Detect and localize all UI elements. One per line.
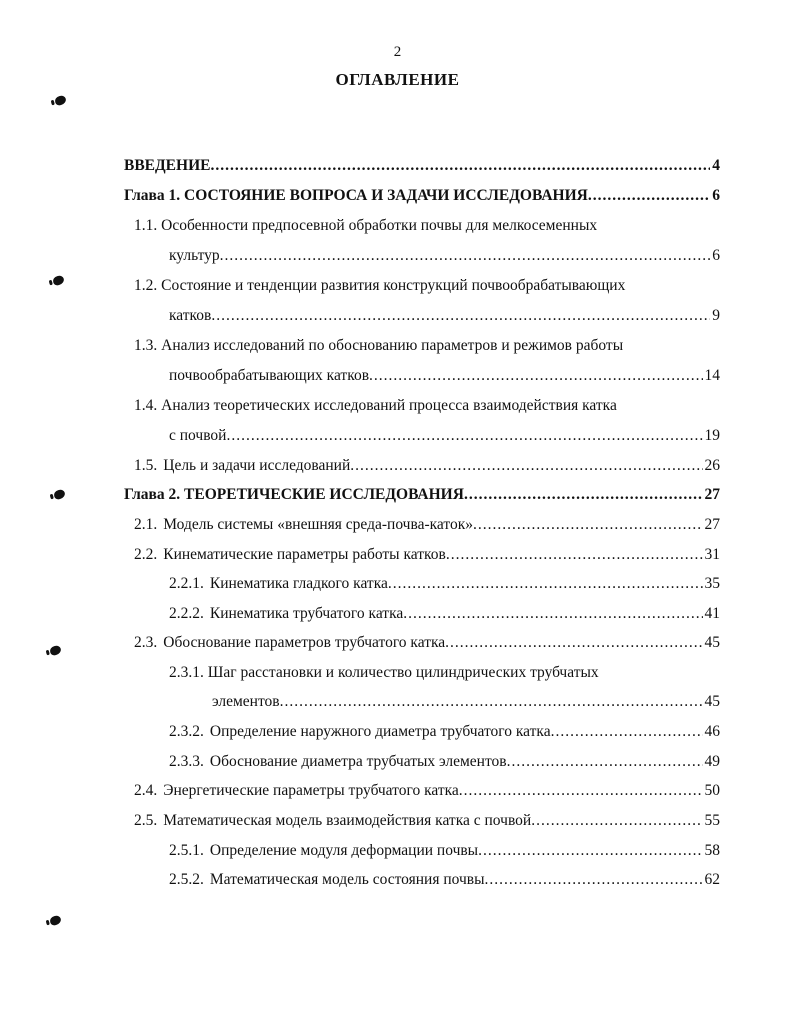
punch-hole-mark <box>49 645 62 657</box>
toc-title: Математическая модель взаимодействия катка с почвой <box>163 812 532 829</box>
dot-leader <box>210 156 710 176</box>
dot-leader <box>507 752 703 772</box>
toc-page: 46 <box>704 723 720 740</box>
toc-title: Определение наружного диаметра трубчатого катка <box>209 723 551 740</box>
toc-page: 26 <box>704 457 720 474</box>
toc-num: 2.3. <box>134 634 158 651</box>
dot-leader <box>459 781 703 801</box>
toc-entry-chapter-1[interactable] <box>124 186 720 206</box>
dot-leader <box>220 246 711 266</box>
toc-entry-2-3-2[interactable] <box>169 722 720 742</box>
toc-entry-1-1-line1[interactable] <box>134 216 597 236</box>
toc-page: 4 <box>712 157 720 174</box>
toc-title: Определение модуля деформации почвы <box>209 842 479 859</box>
toc-page: 27 <box>704 486 720 503</box>
toc-title: Кинематика трубчатого катка <box>209 605 404 622</box>
toc-title: Глава 2. ТЕОРЕТИЧЕСКИЕ ИССЛЕДОВАНИЯ <box>124 486 464 503</box>
toc-entry-2-3-1[interactable] <box>212 692 720 712</box>
toc-title-cont: культур <box>169 247 220 264</box>
dot-leader <box>446 545 703 565</box>
toc-page: 14 <box>704 367 720 384</box>
toc-title: Математическая модель состояния почвы <box>209 871 485 888</box>
toc-entry-1-4-line1[interactable] <box>134 396 617 416</box>
toc-title: ВВЕДЕНИЕ <box>124 157 211 174</box>
toc-num: 1.1. <box>134 217 158 234</box>
toc-num: 2.3.2. <box>169 723 204 740</box>
punch-hole-mark <box>54 95 67 107</box>
toc-title-cont: катков <box>169 307 212 324</box>
toc-num: 2.5.1. <box>169 842 204 859</box>
toc-entry-1-2-line1[interactable] <box>134 276 625 296</box>
toc-entry-1-3-line1[interactable] <box>134 336 623 356</box>
toc-entry-chapter-2[interactable] <box>124 485 720 505</box>
dot-leader <box>388 574 703 594</box>
toc-title: Цель и задачи исследований <box>163 457 351 474</box>
toc-page: 31 <box>704 546 720 563</box>
toc-page: 55 <box>704 812 720 829</box>
toc-entry-2-3-3[interactable] <box>169 752 720 772</box>
toc-num: 1.3. <box>134 337 158 354</box>
toc-entry-1-5[interactable] <box>134 456 720 476</box>
toc-title: Модель системы «внешняя среда-почва-каток» <box>163 516 474 533</box>
toc-title-cont: почвообрабатывающих катков <box>169 367 370 384</box>
dot-leader <box>226 426 702 446</box>
toc-title: Кинематика гладкого катка <box>209 575 388 592</box>
toc-entry-1-1[interactable] <box>169 246 720 266</box>
dot-leader <box>531 811 702 831</box>
toc-page: 50 <box>704 782 720 799</box>
toc-num: 2.4. <box>134 782 158 799</box>
toc-page: 62 <box>704 871 720 888</box>
toc-entry-1-4[interactable] <box>169 426 720 446</box>
dot-leader <box>464 485 703 505</box>
toc-page: 27 <box>704 516 720 533</box>
dot-leader <box>350 456 702 476</box>
dot-leader <box>369 366 702 386</box>
toc-num: 2.3.3. <box>169 753 204 770</box>
toc-title: Энергетические параметры трубчатого катка <box>163 782 459 799</box>
dot-leader <box>588 186 710 206</box>
toc-entry-2-2[interactable] <box>134 545 720 565</box>
toc-entry-1-3[interactable] <box>169 366 720 386</box>
toc-title: Анализ исследований по обоснованию параметров и режимов работы <box>161 337 624 354</box>
toc-page: 6 <box>712 187 720 204</box>
dot-leader <box>445 633 702 653</box>
page-title: ОГЛАВЛЕНИЕ <box>335 70 460 89</box>
toc-page: 41 <box>704 605 720 622</box>
dot-leader <box>403 604 702 624</box>
toc-num: 1.5. <box>134 457 158 474</box>
toc-title: Обоснование диаметра трубчатых элементов <box>209 753 507 770</box>
dot-leader <box>485 870 703 890</box>
toc-entry-2-3-1-line1[interactable] <box>169 663 599 683</box>
toc-page: 9 <box>712 307 720 324</box>
toc-entry-2-4[interactable] <box>134 781 720 801</box>
dot-leader <box>211 306 710 326</box>
toc-num: 2.2. <box>134 546 158 563</box>
toc-entry-2-5-2[interactable] <box>169 870 720 890</box>
toc-num: 2.2.2. <box>169 605 204 622</box>
toc-title-cont: с почвой <box>169 427 227 444</box>
toc-page: 6 <box>712 247 720 264</box>
toc-entry-2-5-1[interactable] <box>169 841 720 861</box>
toc-page: 45 <box>704 693 720 710</box>
toc-entry-1-2[interactable] <box>169 306 720 326</box>
toc-entry-intro[interactable] <box>124 156 720 176</box>
toc-title-cont: элементов <box>212 693 280 710</box>
toc-page: 58 <box>704 842 720 859</box>
punch-hole-mark <box>49 915 62 927</box>
toc-num: 1.4. <box>134 397 158 414</box>
toc-entry-2-3[interactable] <box>134 633 720 653</box>
toc-num: 2.5.2. <box>169 871 204 888</box>
dot-leader <box>473 515 702 535</box>
toc-title: Анализ теоретических исследований процесса взаимодействия катка <box>161 397 617 414</box>
toc-title: Особенности предпосевной обработки почвы для мелкосеменных <box>161 217 598 234</box>
toc-title: Кинематические параметры работы катков <box>163 546 446 563</box>
toc-num: 2.2.1. <box>169 575 204 592</box>
dot-leader <box>280 692 703 712</box>
toc-title: Шаг расстановки и количество цилиндрических трубчатых <box>207 664 599 681</box>
toc-num: 2.1. <box>134 516 158 533</box>
toc-entry-2-2-1[interactable] <box>169 574 720 594</box>
toc-title: Состояние и тенденции развития конструкций почвообрабатывающих <box>161 277 626 294</box>
punch-hole-mark <box>52 275 65 287</box>
toc-num: 2.3.1. <box>169 664 204 681</box>
toc-num: 2.5. <box>134 812 158 829</box>
toc-entry-2-1[interactable] <box>134 515 720 535</box>
toc-entry-2-5[interactable] <box>134 811 720 831</box>
toc-page: 45 <box>704 634 720 651</box>
dot-leader <box>478 841 702 861</box>
dot-leader <box>551 722 703 742</box>
page-number: 2 <box>393 44 402 60</box>
toc-page: 49 <box>704 753 720 770</box>
toc-title: Глава 1. СОСТОЯНИЕ ВОПРОСА И ЗАДАЧИ ИССЛЕДОВАНИЯ <box>124 187 588 204</box>
toc-entry-2-2-2[interactable] <box>169 604 720 624</box>
toc-title: Обоснование параметров трубчатого катка <box>163 634 446 651</box>
toc-num: 1.2. <box>134 277 158 294</box>
toc-page: 19 <box>704 427 720 444</box>
toc-page: 35 <box>704 575 720 592</box>
punch-hole-mark <box>53 489 66 501</box>
